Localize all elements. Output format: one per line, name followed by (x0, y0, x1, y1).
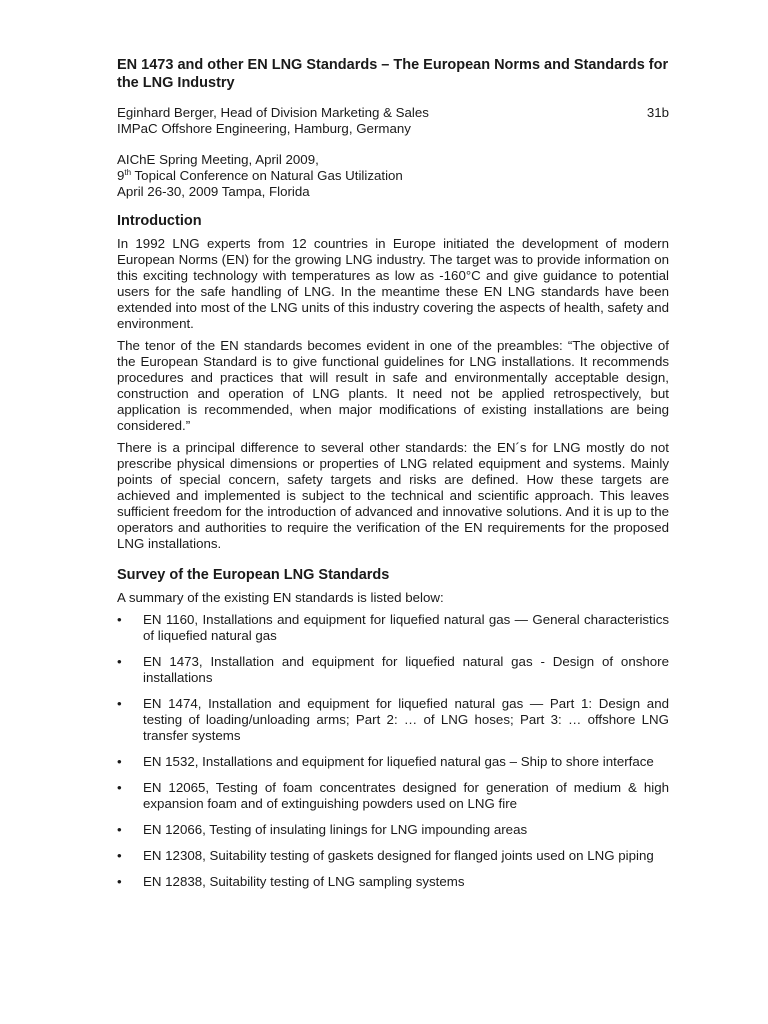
standards-list (117, 612, 669, 890)
bullet-icon: • (117, 654, 122, 669)
author-row (117, 105, 669, 121)
list-item (117, 848, 669, 864)
conference-meeting: AIChE Spring Meeting, April 2009, (117, 152, 319, 167)
list-item-text: EN 12308, Suitability testing of gaskets designed for flanged joints used on LNG piping (143, 848, 654, 863)
bullet-icon: • (117, 612, 122, 627)
conference-name: Topical Conference on Natural Gas Utilization (131, 168, 403, 183)
conference-dates-location: April 26-30, 2009 Tampa, Florida (117, 184, 310, 199)
list-item (117, 780, 669, 812)
paper-number: 31b (646, 105, 669, 120)
author-name-role: Eginhard Berger, Head of Division Marketing & Sales (117, 105, 429, 120)
conference-name-line (117, 168, 669, 184)
list-item (117, 654, 669, 686)
list-item-text: EN 12838, Suitability testing of LNG sampling systems (143, 874, 465, 889)
survey-heading: Survey of the European LNG Standards (117, 567, 390, 583)
list-item-text: EN 1473, Installation and equipment for liquefied natural gas - Design of onshore installations (143, 654, 669, 685)
list-item-text: EN 1474, Installation and equipment for liquefied natural gas — Part 1: Design and testing of loading/unloading arms; Part 2: … of LNG hoses; Part 3: … offshore LNG transfer systems (143, 696, 669, 743)
list-item-text: EN 1160, Installations and equipment for liquefied natural gas — General characteristics of liquefied natural gas (143, 612, 669, 643)
bullet-icon: • (117, 822, 122, 837)
list-item (117, 696, 669, 744)
conference-ordinal-suffix: th (124, 168, 132, 177)
document-page (117, 56, 669, 900)
introduction-paragraph-1: In 1992 LNG experts from 12 countries in Europe initiated the development of modern European Norms (EN) for the growing LNG industry. The target was to provide information on this exciting technology with temperatures as low as -160°C and give guidance to potential users for the safe handling of LNG. In the meantime these EN LNG standards have been extended into most of the LNG units of this industry covering the aspects of health, safety and environment. (117, 236, 669, 331)
list-item-text: EN 12065, Testing of foam concentrates designed for generation of medium & high expansion foam and of extinguishing powders used on LNG fire (143, 780, 669, 811)
bullet-icon: • (117, 696, 122, 711)
introduction-heading: Introduction (117, 213, 202, 229)
list-item (117, 754, 669, 770)
bullet-icon: • (117, 874, 122, 889)
list-item-text: EN 1532, Installations and equipment for liquefied natural gas – Ship to shore interface (143, 754, 654, 769)
introduction-paragraph-3: There is a principal difference to several other standards: the EN´s for LNG mostly do not prescribe physical dimensions or properties of LNG related equipment and systems. Mainly points of special concern, safety targets and risks are defined. How these targets are achieved and implemented is subject to the technical and scientific approach. This leaves sufficient freedom for the introduction of advanced and innovative solutions. And it is up to the operators and authorities to require the verification of the EN requirements for the proposed LNG installations. (117, 440, 669, 551)
bullet-icon: • (117, 780, 122, 795)
list-item (117, 612, 669, 644)
conference-ordinal-number: 9 (117, 168, 125, 183)
list-item-text: EN 12066, Testing of insulating linings for LNG impounding areas (143, 822, 528, 837)
bullet-icon: • (117, 754, 122, 769)
list-item (117, 874, 669, 890)
paper-title: EN 1473 and other EN LNG Standards – The European Norms and Standards for the LNG Industry (117, 57, 669, 91)
author-affiliation: IMPaC Offshore Engineering, Hamburg, Germany (117, 121, 411, 136)
list-item (117, 822, 669, 838)
survey-intro: A summary of the existing EN standards is listed below: (117, 590, 444, 605)
introduction-paragraph-2: The tenor of the EN standards becomes evident in one of the preambles: “The objective of the European Standard is to give functional guidelines for LNG installations. It recommends procedures and practices that will result in safe and environmentally acceptable design, construction and operation of LNG plants. It need not be applied retrospectively, but application is recommended, when major modifications of existing installations are being considered.” (117, 338, 669, 433)
bullet-icon: • (117, 848, 122, 863)
